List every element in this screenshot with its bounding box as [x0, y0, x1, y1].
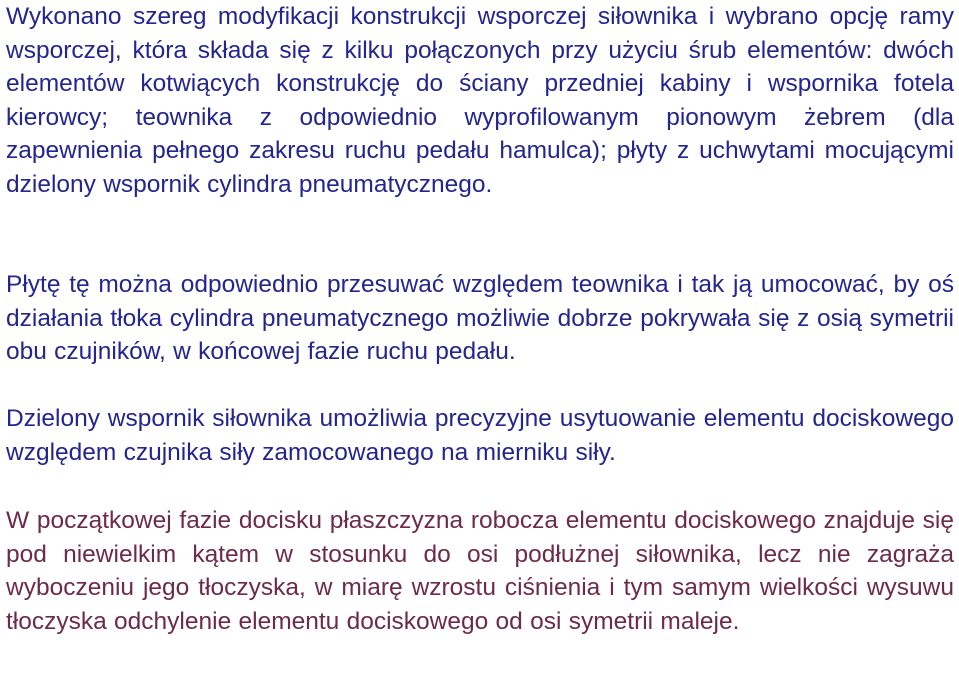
paragraph-1: Wykonano szereg modyfikacji konstrukcji wsporczej siłownika i wybrano opcję ramy wsporczej, która składa się z kilku połączonych przy użyciu śrub elementów: dwóch elementów kotwiących konstrukcję do ściany przedniej kabiny i wspornika fotela kierowcy; teownika z odpowiednio wyprofilowanym pionowym żebrem (dla zapewnienia pełnego zakresu ruchu pedału hamulca); płyty z uchwytami mocującymi dzielony wspornik cylindra pneumatycznego.	[6, 3, 954, 198]
paragraph-2: Płytę tę można odpowiednio przesuwać względem teownika i tak ją umocować, by oś działania tłoka cylindra pneumatycznego możliwie dobrze pokrywała się z osią symetrii obu czujników, w końcowej fazie ruchu pedału.	[6, 271, 954, 366]
paragraph-3: Dzielony wspornik siłownika umożliwia precyzyjne usytuowanie elementu dociskowego względem czujnika siły zamocowanego na mierniku siły.	[6, 405, 954, 466]
paragraph-4: W początkowej fazie docisku płaszczyzna robocza elementu dociskowego znajduje się pod niewielkim kątem w stosunku do osi podłużnej siłownika, lecz nie zagraża wyboczeniu jego tłoczyska, w miarę wzrostu ciśnienia i tym samym wielkości wysuwu tłoczyska odchylenie elementu dociskowego od osi symetrii maleje.	[6, 507, 954, 635]
